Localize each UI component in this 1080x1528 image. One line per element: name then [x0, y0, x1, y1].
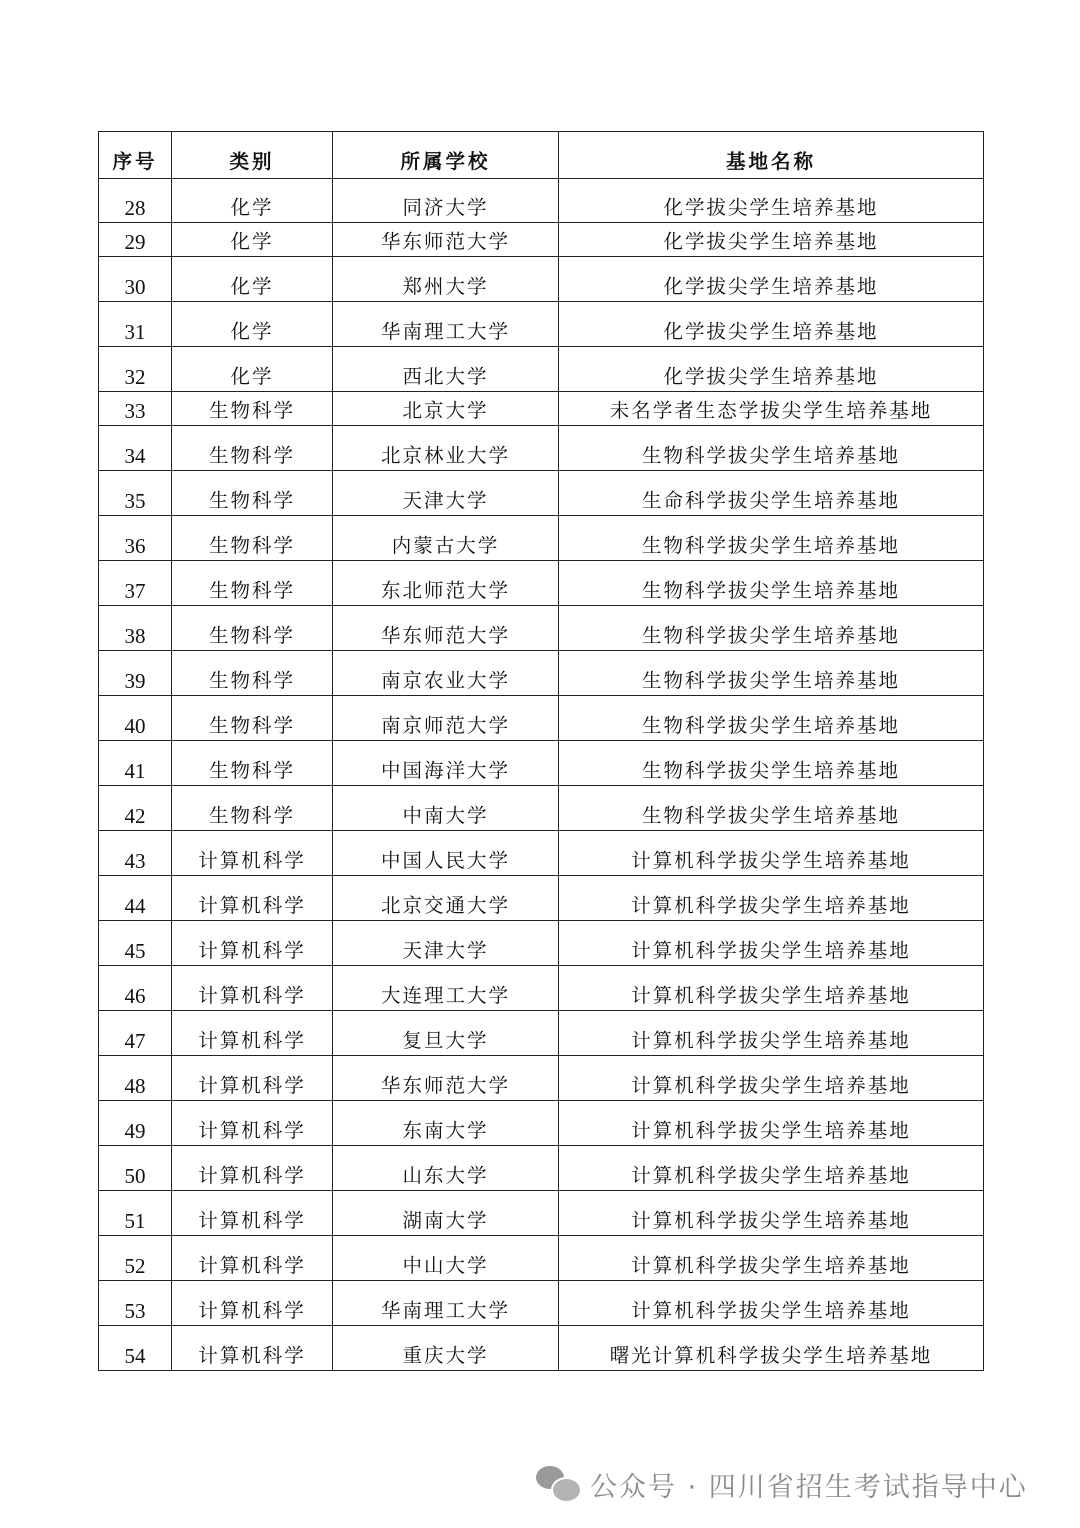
cell-school: 北京大学 — [333, 392, 559, 426]
cell-category: 化学 — [172, 347, 333, 392]
table-row — [99, 302, 984, 347]
header-serial-number: 序号 — [99, 132, 172, 179]
cell-serial-number: 41 — [99, 741, 172, 786]
table-row — [99, 1011, 984, 1056]
cell-serial-number: 52 — [99, 1236, 172, 1281]
cell-category: 计算机科学 — [172, 1281, 333, 1326]
cell-school: 北京交通大学 — [333, 876, 559, 921]
cell-school: 中国海洋大学 — [333, 741, 559, 786]
cell-school: 重庆大学 — [333, 1326, 559, 1371]
cell-base-name: 化学拔尖学生培养基地 — [559, 223, 984, 257]
table-row — [99, 1326, 984, 1371]
cell-serial-number: 54 — [99, 1326, 172, 1371]
table-header-row — [99, 132, 984, 179]
cell-school: 郑州大学 — [333, 257, 559, 302]
table-row — [99, 831, 984, 876]
cell-school: 同济大学 — [333, 179, 559, 223]
header-base-name: 基地名称 — [559, 132, 984, 179]
cell-category: 化学 — [172, 223, 333, 257]
cell-category: 计算机科学 — [172, 921, 333, 966]
cell-category: 计算机科学 — [172, 1146, 333, 1191]
cell-category: 计算机科学 — [172, 1056, 333, 1101]
cell-serial-number: 33 — [99, 392, 172, 426]
table-row — [99, 741, 984, 786]
table-row — [99, 347, 984, 392]
cell-school: 北京林业大学 — [333, 426, 559, 471]
table-row — [99, 471, 984, 516]
cell-serial-number: 28 — [99, 179, 172, 223]
cell-category: 生物科学 — [172, 606, 333, 651]
cell-category: 计算机科学 — [172, 831, 333, 876]
cell-school: 内蒙古大学 — [333, 516, 559, 561]
cell-category: 生物科学 — [172, 741, 333, 786]
cell-serial-number: 31 — [99, 302, 172, 347]
cell-serial-number: 40 — [99, 696, 172, 741]
table-row — [99, 392, 984, 426]
cell-base-name: 计算机科学拔尖学生培养基地 — [559, 1281, 984, 1326]
cell-category: 计算机科学 — [172, 876, 333, 921]
cell-base-name: 化学拔尖学生培养基地 — [559, 302, 984, 347]
cell-serial-number: 32 — [99, 347, 172, 392]
cell-serial-number: 44 — [99, 876, 172, 921]
cell-school: 中山大学 — [333, 1236, 559, 1281]
cell-base-name: 计算机科学拔尖学生培养基地 — [559, 1056, 984, 1101]
cell-school: 东南大学 — [333, 1101, 559, 1146]
cell-school: 湖南大学 — [333, 1191, 559, 1236]
cell-serial-number: 34 — [99, 426, 172, 471]
cell-category: 生物科学 — [172, 426, 333, 471]
cell-category: 生物科学 — [172, 786, 333, 831]
cell-serial-number: 29 — [99, 223, 172, 257]
cell-serial-number: 35 — [99, 471, 172, 516]
cell-category: 生物科学 — [172, 392, 333, 426]
cell-category: 化学 — [172, 302, 333, 347]
cell-base-name: 生物科学拔尖学生培养基地 — [559, 651, 984, 696]
cell-school: 复旦大学 — [333, 1011, 559, 1056]
cell-category: 计算机科学 — [172, 966, 333, 1011]
cell-school: 南京农业大学 — [333, 651, 559, 696]
cell-base-name: 化学拔尖学生培养基地 — [559, 179, 984, 223]
table-row — [99, 516, 984, 561]
table-row — [99, 876, 984, 921]
table-row — [99, 966, 984, 1011]
cell-base-name: 化学拔尖学生培养基地 — [559, 257, 984, 302]
cell-serial-number: 53 — [99, 1281, 172, 1326]
cell-category: 生物科学 — [172, 561, 333, 606]
cell-school: 华东师范大学 — [333, 606, 559, 651]
table-row — [99, 223, 984, 257]
cell-category: 生物科学 — [172, 696, 333, 741]
table-row — [99, 561, 984, 606]
cell-serial-number: 51 — [99, 1191, 172, 1236]
cell-school: 天津大学 — [333, 471, 559, 516]
cell-serial-number: 39 — [99, 651, 172, 696]
table-row — [99, 1281, 984, 1326]
cell-base-name: 生物科学拔尖学生培养基地 — [559, 696, 984, 741]
cell-base-name: 生物科学拔尖学生培养基地 — [559, 516, 984, 561]
cell-category: 计算机科学 — [172, 1011, 333, 1056]
cell-school: 大连理工大学 — [333, 966, 559, 1011]
table-row — [99, 696, 984, 741]
cell-base-name: 生物科学拔尖学生培养基地 — [559, 786, 984, 831]
cell-base-name: 生物科学拔尖学生培养基地 — [559, 561, 984, 606]
cell-base-name: 化学拔尖学生培养基地 — [559, 347, 984, 392]
cell-school: 华南理工大学 — [333, 302, 559, 347]
header-category: 类别 — [172, 132, 333, 179]
table-row — [99, 606, 984, 651]
cell-base-name: 生物科学拔尖学生培养基地 — [559, 741, 984, 786]
table-body — [99, 179, 984, 1371]
cell-school: 南京师范大学 — [333, 696, 559, 741]
cell-serial-number: 42 — [99, 786, 172, 831]
cell-serial-number: 43 — [99, 831, 172, 876]
cell-school: 西北大学 — [333, 347, 559, 392]
table-row — [99, 786, 984, 831]
cell-school: 天津大学 — [333, 921, 559, 966]
cell-base-name: 计算机科学拔尖学生培养基地 — [559, 876, 984, 921]
cell-school: 华东师范大学 — [333, 223, 559, 257]
table-row — [99, 1191, 984, 1236]
cell-base-name: 计算机科学拔尖学生培养基地 — [559, 1011, 984, 1056]
table-row — [99, 1101, 984, 1146]
cell-base-name: 未名学者生态学拔尖学生培养基地 — [559, 392, 984, 426]
cell-serial-number: 38 — [99, 606, 172, 651]
table-row — [99, 921, 984, 966]
cell-category: 化学 — [172, 179, 333, 223]
table-row — [99, 1146, 984, 1191]
cell-base-name: 计算机科学拔尖学生培养基地 — [559, 1146, 984, 1191]
cell-school: 中国人民大学 — [333, 831, 559, 876]
cell-category: 计算机科学 — [172, 1326, 333, 1371]
cell-serial-number: 47 — [99, 1011, 172, 1056]
cell-school: 华南理工大学 — [333, 1281, 559, 1326]
cell-serial-number: 50 — [99, 1146, 172, 1191]
cell-serial-number: 45 — [99, 921, 172, 966]
cell-serial-number: 46 — [99, 966, 172, 1011]
cell-serial-number: 36 — [99, 516, 172, 561]
cell-base-name: 计算机科学拔尖学生培养基地 — [559, 831, 984, 876]
cell-base-name: 计算机科学拔尖学生培养基地 — [559, 1101, 984, 1146]
cell-category: 计算机科学 — [172, 1101, 333, 1146]
cell-category: 生物科学 — [172, 651, 333, 696]
table-row — [99, 179, 984, 223]
header-school: 所属学校 — [333, 132, 559, 179]
table-row — [99, 257, 984, 302]
table-row — [99, 426, 984, 471]
table-row — [99, 1056, 984, 1101]
wechat-watermark — [536, 1462, 1028, 1506]
wechat-icon — [536, 1464, 580, 1504]
cell-serial-number: 49 — [99, 1101, 172, 1146]
cell-base-name: 计算机科学拔尖学生培养基地 — [559, 921, 984, 966]
cell-school: 山东大学 — [333, 1146, 559, 1191]
cell-base-name: 计算机科学拔尖学生培养基地 — [559, 1191, 984, 1236]
cell-serial-number: 48 — [99, 1056, 172, 1101]
cell-category: 生物科学 — [172, 471, 333, 516]
cell-base-name: 曙光计算机科学拔尖学生培养基地 — [559, 1326, 984, 1371]
cell-category: 化学 — [172, 257, 333, 302]
training-base-table — [98, 131, 984, 1371]
cell-category: 生物科学 — [172, 516, 333, 561]
cell-base-name: 计算机科学拔尖学生培养基地 — [559, 966, 984, 1011]
cell-category: 计算机科学 — [172, 1236, 333, 1281]
cell-base-name: 计算机科学拔尖学生培养基地 — [559, 1236, 984, 1281]
table-row — [99, 1236, 984, 1281]
cell-serial-number: 30 — [99, 257, 172, 302]
cell-serial-number: 37 — [99, 561, 172, 606]
cell-school: 东北师范大学 — [333, 561, 559, 606]
cell-category: 计算机科学 — [172, 1191, 333, 1236]
cell-base-name: 生命科学拔尖学生培养基地 — [559, 471, 984, 516]
cell-school: 华东师范大学 — [333, 1056, 559, 1101]
watermark-text: 公众号 · 四川省招生考试指导中心 — [590, 1471, 1028, 1503]
cell-school: 中南大学 — [333, 786, 559, 831]
cell-base-name: 生物科学拔尖学生培养基地 — [559, 606, 984, 651]
table-row — [99, 651, 984, 696]
cell-base-name: 生物科学拔尖学生培养基地 — [559, 426, 984, 471]
